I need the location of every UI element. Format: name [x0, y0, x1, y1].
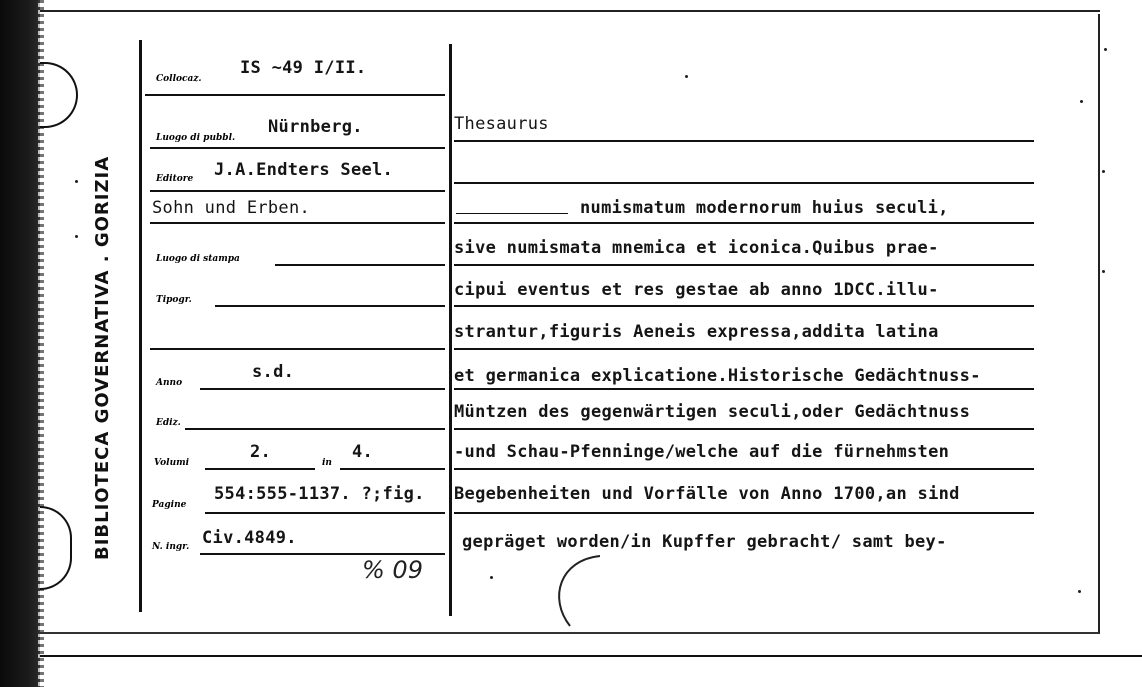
speck: [1104, 48, 1107, 51]
title-line-8: -und Schau-Pfenninge/welche auf die fürnehmsten: [454, 442, 950, 462]
title-line-5: strantur,figuris Aeneis expressa,addita latina: [454, 322, 939, 342]
speck: [75, 180, 78, 183]
left-margin-rule: [139, 40, 142, 612]
rule-right-8: [454, 428, 1034, 430]
rule-right-7: [454, 388, 1034, 390]
label-ediz: Ediz.: [156, 418, 181, 428]
label-anno: Anno: [156, 378, 183, 388]
circular-stamp-mark: [540, 548, 610, 628]
rule-right-6: [454, 348, 1034, 350]
speck: [1078, 590, 1081, 593]
label-n-ingr: N. ingr.: [152, 542, 190, 552]
rule-left-13: [200, 553, 445, 555]
card-bottom-edge: [40, 655, 1142, 657]
card-top-edge: [40, 10, 1100, 12]
speck: [490, 576, 493, 579]
title-line-3: sive numismata mnemica et iconica.Quibus prae-: [454, 238, 939, 258]
title-line-2: numismatum modernorum huius seculi,: [580, 198, 949, 218]
scan-binding-edge: [0, 0, 40, 687]
title-line-1: Thesaurus: [454, 114, 549, 134]
rule-left-8: [200, 388, 445, 390]
label-volumi: Volumi: [154, 458, 190, 468]
value-volumi: 2.: [250, 442, 272, 462]
speck: [1102, 170, 1105, 173]
label-tipogr: Tipogr.: [156, 295, 192, 305]
rule-left-6: [215, 305, 445, 307]
rule-left-1: [145, 94, 445, 96]
rule-right-3: [454, 222, 1034, 224]
value-luogo-pubbl: Nürnberg.: [268, 117, 363, 137]
rule-left-10: [205, 468, 315, 470]
handwritten-note: % 09: [362, 556, 423, 584]
rule-title-indent: [456, 213, 568, 214]
speck: [75, 235, 78, 238]
value-collocazione: IS ~49 I/II.: [240, 58, 367, 78]
title-line-7: Müntzen des gegenwärtigen seculi,oder Gedächtnuss: [454, 402, 971, 422]
rule-left-5: [275, 264, 445, 266]
label-luogo-stampa: Luogo di stampa: [156, 254, 240, 264]
rule-left-11: [340, 468, 445, 470]
rule-right-9: [454, 468, 1034, 470]
title-line-6: et germanica explicatione.Historische Gedächtnuss-: [454, 366, 981, 386]
center-divider-rule: [449, 44, 452, 616]
title-line-10: gepräget worden/in Kupffer gebracht/ samt bey-: [462, 532, 947, 552]
speck: [1102, 270, 1105, 273]
library-stamp: BIBLIOTECA GOVERNATIVA . GORIZIA: [92, 155, 113, 560]
label-collocazione: Collocaz.: [156, 74, 202, 84]
rule-left-3: [150, 190, 445, 192]
rule-right-4: [454, 264, 1034, 266]
rule-right-10: [454, 512, 1034, 514]
title-line-4: cipui eventus et res gestae ab anno 1DCC.illu-: [454, 280, 939, 300]
rule-right-5: [454, 305, 1034, 307]
title-line-9: Begebenheiten und Vorfälle von Anno 1700,an sind: [454, 484, 960, 504]
rule-left-12: [205, 512, 445, 514]
speck: [1080, 100, 1083, 103]
label-luogo-pubbl: Luogo di pubbl.: [156, 133, 236, 143]
value-pagine: 554:555-1137. ?;fig.: [214, 484, 425, 504]
rule-left-9: [185, 428, 445, 430]
speck: [685, 75, 688, 78]
label-editore: Editore: [156, 174, 194, 184]
label-in: in: [322, 458, 332, 468]
value-editore-cont: Sohn und Erben.: [152, 198, 311, 218]
rule-left-7: [150, 348, 445, 350]
rule-left-4: [150, 222, 445, 224]
rule-left-2: [150, 147, 445, 149]
value-anno: s.d.: [252, 362, 295, 382]
value-editore: J.A.Endters Seel.: [214, 160, 394, 180]
value-volumi-in: 4.: [352, 442, 374, 462]
rule-right-1: [454, 140, 1034, 142]
rule-right-2: [454, 182, 1034, 184]
label-pagine: Pagine: [152, 500, 187, 510]
value-n-ingr: Civ.4849.: [202, 528, 297, 548]
